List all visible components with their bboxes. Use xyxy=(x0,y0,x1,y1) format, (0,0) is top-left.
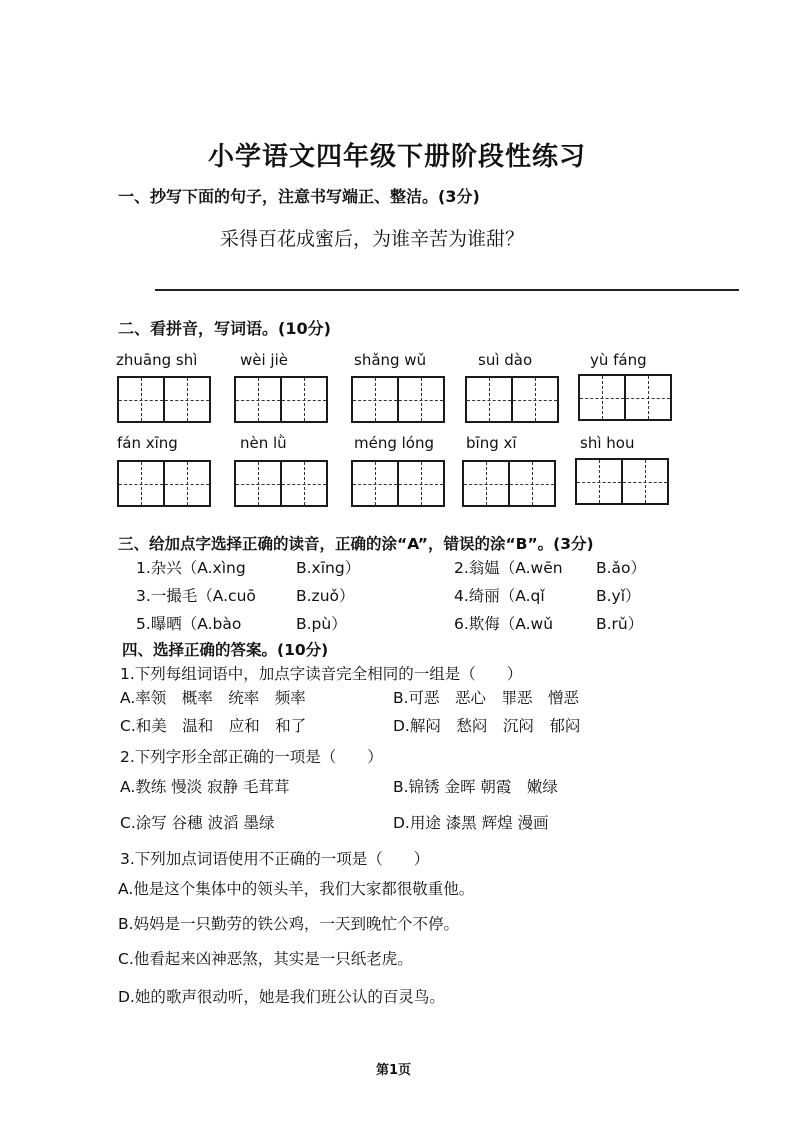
s3-item-1: 1.杂兴（A.xìng xyxy=(136,559,246,577)
pinyin-1: zhuāng shì xyxy=(116,351,198,369)
section3-heading: 三、给加点字选择正确的读音，正确的涂“A”，错误的涂“B”。(3分) xyxy=(118,535,594,553)
page-title: 小学语文四年级下册阶段性练习 xyxy=(207,142,586,172)
s4-q2-option-c[interactable]: C.涂写 谷穗 波滔 墨绿 xyxy=(120,814,275,832)
writing-grid-8[interactable] xyxy=(351,460,445,507)
pinyin-10: shì hou xyxy=(580,434,635,452)
pinyin-3: shǎng wǔ xyxy=(354,351,427,369)
pinyin-6: fán xīng xyxy=(117,434,178,452)
pinyin-4: suì dào xyxy=(478,351,533,369)
pinyin-2: wèi jiè xyxy=(240,351,288,369)
s3-item-6: 6.欺侮（A.wǔ xyxy=(454,615,554,633)
writing-grid-9[interactable] xyxy=(462,460,556,507)
s3-item-3-b: B.zuǒ） xyxy=(296,587,355,605)
s3-item-4-b: B.yǐ） xyxy=(596,587,641,605)
writing-grid-3[interactable] xyxy=(351,376,445,423)
s3-item-4: 4.绮丽（A.qǐ xyxy=(454,587,545,605)
page-number: 第1页 xyxy=(376,1063,412,1078)
s4-q2: 2.下列字形全部正确的一项是（ ） xyxy=(120,748,383,766)
writing-grid-2[interactable] xyxy=(234,376,328,423)
s4-q1-option-a[interactable]: A.率领 概率 统率 频率 xyxy=(120,689,306,707)
s4-q1-option-b[interactable]: B.可恶 恶心 罪恶 憎恶 xyxy=(393,689,580,707)
s3-item-5-b: B.pù） xyxy=(296,615,347,633)
writing-grid-1[interactable] xyxy=(117,376,211,423)
s4-q3-option-c[interactable]: C.他看起来凶神恶煞，其实是一只纸老虎。 xyxy=(118,950,413,968)
s3-item-3: 3.一撮毛（A.cuō xyxy=(136,587,256,605)
section1-heading: 一、抄写下面的句子，注意书写端正、整洁。(3分) xyxy=(118,187,480,206)
s4-q3-option-d[interactable]: D.她的歌声很动听，她是我们班公认的百灵鸟。 xyxy=(118,988,445,1006)
pinyin-5: yù fáng xyxy=(590,351,647,369)
s4-q2-option-a[interactable]: A.教练 慢淡 寂静 毛茸茸 xyxy=(120,778,290,796)
writing-grid-6[interactable] xyxy=(117,460,211,507)
s3-item-6-b: B.rǔ） xyxy=(596,615,644,633)
s4-q2-option-b[interactable]: B.锦锈 金晖 朝霞 嫩绿 xyxy=(393,778,558,796)
s4-q1-option-d[interactable]: D.解闷 愁闷 沉闷 郁闷 xyxy=(393,717,581,735)
s4-q3-option-a[interactable]: A.他是这个集体中的领头羊，我们大家都很敬重他。 xyxy=(118,880,475,898)
s3-item-5: 5.曝晒（A.bào xyxy=(136,615,242,633)
s4-q1: 1.下列每组词语中，加点字读音完全相同的一组是（ ） xyxy=(120,665,523,683)
writing-grid-4[interactable] xyxy=(465,376,559,423)
s4-q2-option-d[interactable]: D.用途 漆黑 辉煌 漫画 xyxy=(393,814,549,832)
s3-item-1-b: B.xīng） xyxy=(296,559,361,577)
s3-item-2-b: B.ǎo） xyxy=(596,559,647,577)
pinyin-9: bīng xī xyxy=(466,434,517,452)
writing-grid-10[interactable] xyxy=(575,458,669,505)
s4-q3-option-b[interactable]: B.妈妈是一只勤劳的铁公鸡，一天到晚忙个不停。 xyxy=(118,915,460,933)
writing-grid-7[interactable] xyxy=(234,460,328,507)
s4-q3: 3.下列加点词语使用不正确的一项是（ ） xyxy=(120,850,430,868)
writing-grid-5[interactable] xyxy=(578,374,672,421)
s3-item-2: 2.翁媪（A.wēn xyxy=(454,559,563,577)
s4-q1-option-c[interactable]: C.和美 温和 应和 和了 xyxy=(120,717,307,735)
pinyin-7: nèn lǜ xyxy=(240,434,287,452)
pinyin-8: méng lóng xyxy=(354,434,435,452)
section2-heading: 二、看拼音，写词语。(10分) xyxy=(118,319,331,338)
writing-line[interactable] xyxy=(155,289,739,291)
section4-heading: 四、选择正确的答案。(10分) xyxy=(122,641,329,659)
copy-sentence: 采得百花成蜜后，为谁辛苦为谁甜？ xyxy=(220,228,525,250)
